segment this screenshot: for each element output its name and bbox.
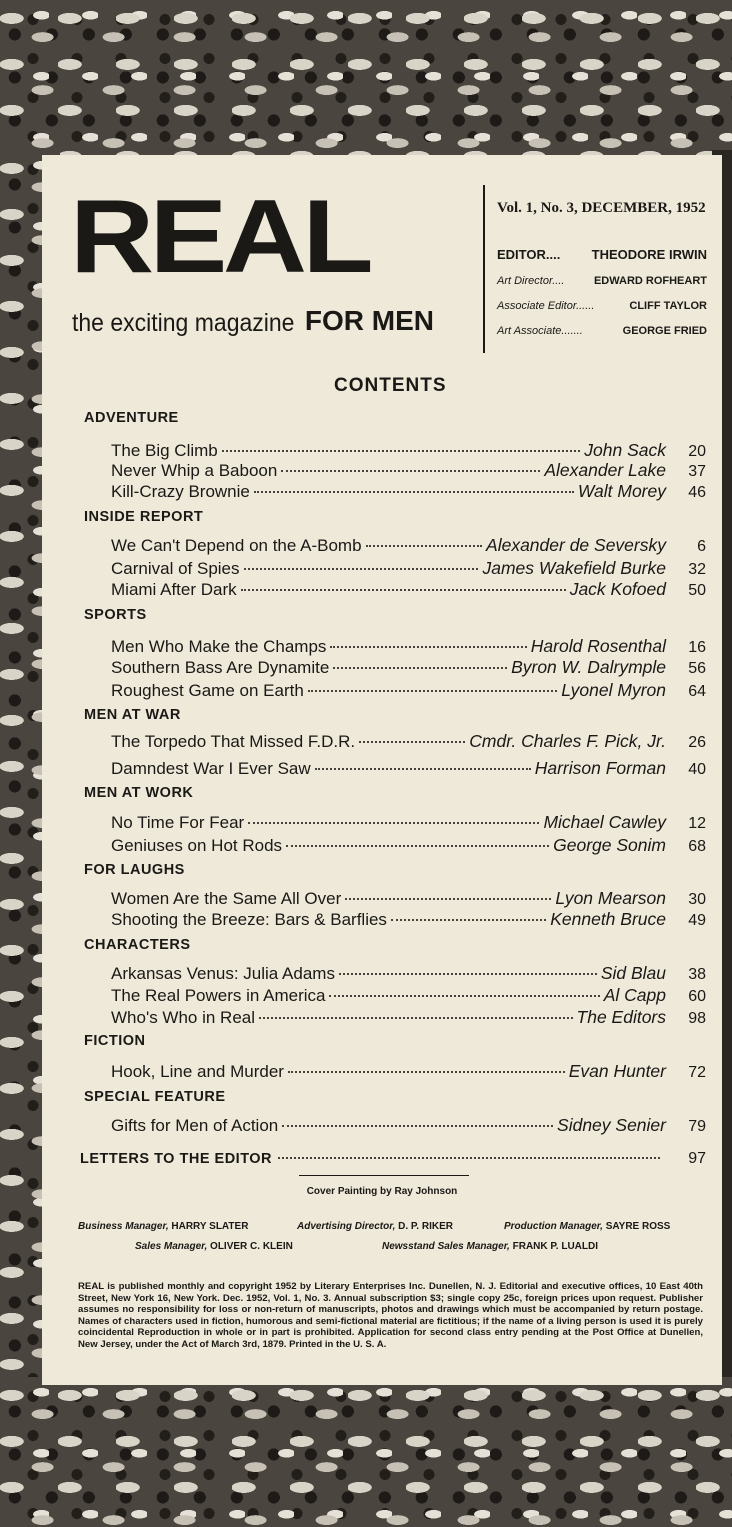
article-author: Lyonel Myron	[561, 680, 666, 700]
page-number: 79	[688, 1118, 706, 1135]
leader-dots	[329, 995, 599, 997]
article-title: The Real Powers in America	[111, 986, 326, 1005]
section-heading: SPORTS	[84, 607, 147, 623]
leader-dots	[241, 589, 566, 591]
staff-role: Art Associate.......	[497, 325, 583, 337]
contents-page	[42, 155, 722, 1385]
page-number: 64	[688, 683, 706, 700]
article-author: Alexander de Seversky	[486, 535, 666, 555]
article-title: Who's Who in Real	[111, 1008, 256, 1027]
staff-associate-editor	[497, 300, 707, 312]
article-title: The Torpedo That Missed F.D.R.	[111, 732, 356, 751]
letters-entry[interactable]	[80, 1150, 706, 1168]
staff-role: Sales Manager,	[135, 1241, 208, 1252]
article-author: Harrison Forman	[534, 758, 666, 778]
page-number: 46	[688, 484, 706, 501]
article-author: James Wakefield Burke	[482, 558, 666, 578]
leader-dots	[248, 822, 539, 824]
crowd-photo-top	[0, 0, 732, 170]
article-title: The Big Climb	[111, 441, 218, 460]
staff-art-associate	[497, 325, 707, 337]
article-title: Women Are the Same All Over	[111, 889, 342, 908]
contents-entry[interactable]	[111, 440, 706, 461]
staff-name: D. P. RIKER	[398, 1221, 453, 1232]
leader-dots	[222, 450, 581, 452]
contents-entry[interactable]	[111, 731, 706, 752]
leader-dots	[288, 1071, 565, 1073]
contents-entry[interactable]	[111, 535, 706, 556]
article-author: Michael Cawley	[543, 812, 666, 832]
crowd-photo-bottom	[0, 1377, 732, 1527]
tagline-pre: the exciting magazine	[72, 307, 295, 337]
article-author: Cmdr. Charles F. Pick, Jr.	[469, 731, 666, 751]
leader-dots	[244, 568, 479, 570]
leader-dots	[254, 491, 574, 493]
article-author: Sidney Senier	[557, 1115, 666, 1135]
article-title: Men Who Make the Champs	[111, 637, 327, 656]
contents-entry[interactable]	[111, 1007, 706, 1028]
divider	[299, 1175, 469, 1176]
section-heading: SPECIAL FEATURE	[84, 1089, 226, 1105]
page-number: 72	[688, 1064, 706, 1081]
leader-dots	[366, 545, 483, 547]
contents-entry[interactable]	[111, 636, 706, 657]
article-title: Shooting the Breeze: Bars & Barflies	[111, 910, 387, 929]
article-author: Evan Hunter	[568, 1061, 666, 1081]
article-title: Damndest War I Ever Saw	[111, 759, 311, 778]
masthead-divider	[483, 185, 485, 353]
article-title: Never Whip a Baboon	[111, 461, 278, 480]
staff-name: EDWARD ROFHEART	[593, 275, 707, 287]
staff-role: Associate Editor......	[497, 300, 595, 312]
article-author: Byron W. Dalrymple	[511, 657, 666, 677]
article-title: Hook, Line and Murder	[111, 1062, 284, 1081]
section-heading: ADVENTURE	[84, 410, 179, 426]
staff-role: Business Manager,	[78, 1221, 169, 1232]
contents-entry[interactable]	[111, 460, 706, 481]
page-number: 37	[688, 463, 706, 480]
staff-name: GEORGE FRIED	[622, 325, 707, 337]
publication-notice: REAL is published monthly and copyright 1952 by Literary Enterprises Inc. Dunellen, N. J. Editorial and executive offices, 10 East 40th Street, New York 16, New York. Dec. 1952, Vol. 1, No. 3. Annual subscription $3; single copy 25c, foreign prices upon request. Publisher assumes no responsibility for loss or non-return of manuscripts, photos and drawings which must be accompanied by return postage. Names of characters used in fiction, humorous and semi-fictional material are fictitious; if the name of a living person is used it is purely coincidental Reproduction in whole or in part is prohibited. Application for second class entry pending at the Post Office at Dunellen, New Jersey, under the Act of March 3rd, 1879. Printed in the U. S. A.	[78, 1281, 703, 1350]
article-author: Harold Rosenthal	[530, 636, 666, 656]
article-title: Kill-Crazy Brownie	[111, 482, 250, 501]
section-heading: MEN AT WAR	[84, 707, 181, 723]
staff-name: SAYRE ROSS	[605, 1221, 671, 1232]
contents-entry[interactable]	[111, 963, 706, 984]
article-title: Miami After Dark	[111, 580, 237, 599]
issue-info: Vol. 1, No. 3, DECEMBER, 1952	[497, 200, 706, 216]
staff-art-director	[497, 275, 707, 287]
leader-dots	[281, 470, 540, 472]
page-number: 97	[688, 1150, 706, 1167]
staff-role: Newsstand Sales Manager,	[382, 1241, 510, 1252]
contents-entry[interactable]	[111, 835, 706, 856]
advertising-director	[297, 1221, 453, 1232]
page-number: 50	[688, 582, 706, 599]
leader-dots	[359, 741, 465, 743]
tagline-post: FOR MEN	[304, 305, 434, 336]
contents-entry[interactable]	[111, 1061, 706, 1082]
leader-dots	[339, 973, 597, 975]
page-number: 16	[688, 639, 706, 656]
page-number: 20	[688, 443, 706, 460]
article-title: Southern Bass Are Dynamite	[111, 658, 330, 677]
article-title: Roughest Game on Earth	[111, 681, 304, 700]
article-author: Al Capp	[603, 985, 666, 1005]
staff-role: EDITOR....	[497, 247, 561, 262]
page-number: 49	[688, 912, 706, 929]
section-heading: CHARACTERS	[84, 937, 191, 953]
business-manager	[78, 1221, 248, 1232]
staff-name: HARRY SLATER	[171, 1221, 249, 1232]
newsstand-sales-manager	[382, 1241, 598, 1252]
leader-dots	[286, 845, 549, 847]
sales-manager	[135, 1241, 293, 1252]
staff-editor	[497, 247, 707, 262]
leader-dots	[333, 667, 507, 669]
article-author: Kenneth Bruce	[550, 909, 666, 929]
article-title: Gifts for Men of Action	[111, 1116, 279, 1135]
page-number: 40	[688, 761, 706, 778]
staff-role: Advertising Director,	[297, 1221, 396, 1232]
article-title: Arkansas Venus: Julia Adams	[111, 964, 335, 983]
leader-dots	[259, 1017, 572, 1019]
leader-dots	[345, 898, 551, 900]
article-author: John Sack	[584, 440, 666, 460]
contents-entry[interactable]	[111, 758, 706, 779]
article-author: Jack Kofoed	[569, 579, 666, 599]
contents-entry[interactable]	[111, 1115, 706, 1136]
article-author: The Editors	[576, 1007, 666, 1027]
section-heading: INSIDE REPORT	[84, 509, 204, 525]
page-number: 38	[688, 966, 706, 983]
magazine-logo: REAL	[70, 179, 370, 295]
staff-name: THEODORE IRWIN	[591, 247, 707, 262]
article-author: Sid Blau	[600, 963, 666, 983]
contents-entry[interactable]	[111, 888, 706, 909]
article-author: George Sonim	[553, 835, 666, 855]
article-title: Geniuses on Hot Rods	[111, 836, 283, 855]
page-number: 32	[688, 561, 706, 578]
article-title: No Time For Fear	[111, 813, 245, 832]
article-author: Lyon Mearson	[555, 888, 666, 908]
cover-credit: Cover Painting by Ray Johnson	[306, 1186, 458, 1197]
article-title: We Can't Depend on the A-Bomb	[111, 536, 362, 555]
staff-name: OLIVER C. KLEIN	[210, 1241, 293, 1252]
contents-entry[interactable]	[111, 579, 706, 600]
contents-entry[interactable]	[111, 909, 706, 930]
section-heading: FOR LAUGHS	[84, 862, 185, 878]
staff-role: Art Director....	[497, 275, 565, 287]
leader-dots	[391, 919, 546, 921]
page-number: 56	[688, 660, 706, 677]
leader-dots	[278, 1157, 660, 1159]
tagline	[72, 307, 434, 335]
contents-entry[interactable]	[111, 985, 706, 1006]
page-number: 12	[688, 815, 706, 832]
leader-dots	[315, 768, 531, 770]
staff-name: FRANK P. LUALDI	[512, 1241, 598, 1252]
contents-entry[interactable]	[111, 481, 706, 502]
leader-dots	[330, 646, 526, 648]
staff-role: Production Manager,	[504, 1221, 603, 1232]
contents-entry[interactable]	[111, 558, 706, 579]
leader-dots	[282, 1125, 553, 1127]
contents-heading: CONTENTS	[334, 375, 447, 396]
section-heading: MEN AT WORK	[84, 785, 194, 801]
article-author: Alexander Lake	[544, 460, 666, 480]
page-number: 98	[688, 1010, 706, 1027]
page-number: 6	[697, 538, 706, 555]
page-number: 30	[688, 891, 706, 908]
article-title: Carnival of Spies	[111, 559, 240, 578]
section-heading: FICTION	[84, 1033, 146, 1049]
page-number: 68	[688, 838, 706, 855]
leader-dots	[308, 690, 557, 692]
contents-entry[interactable]	[111, 680, 706, 701]
page-number: 60	[688, 988, 706, 1005]
contents-entry[interactable]	[111, 812, 706, 833]
article-author: Walt Morey	[577, 481, 666, 501]
staff-name: CLIFF TAYLOR	[629, 300, 707, 312]
contents-entry[interactable]	[111, 657, 706, 678]
letters-title: LETTERS TO THE EDITOR	[80, 1151, 273, 1167]
production-manager	[504, 1221, 670, 1232]
page-number: 26	[688, 734, 706, 751]
